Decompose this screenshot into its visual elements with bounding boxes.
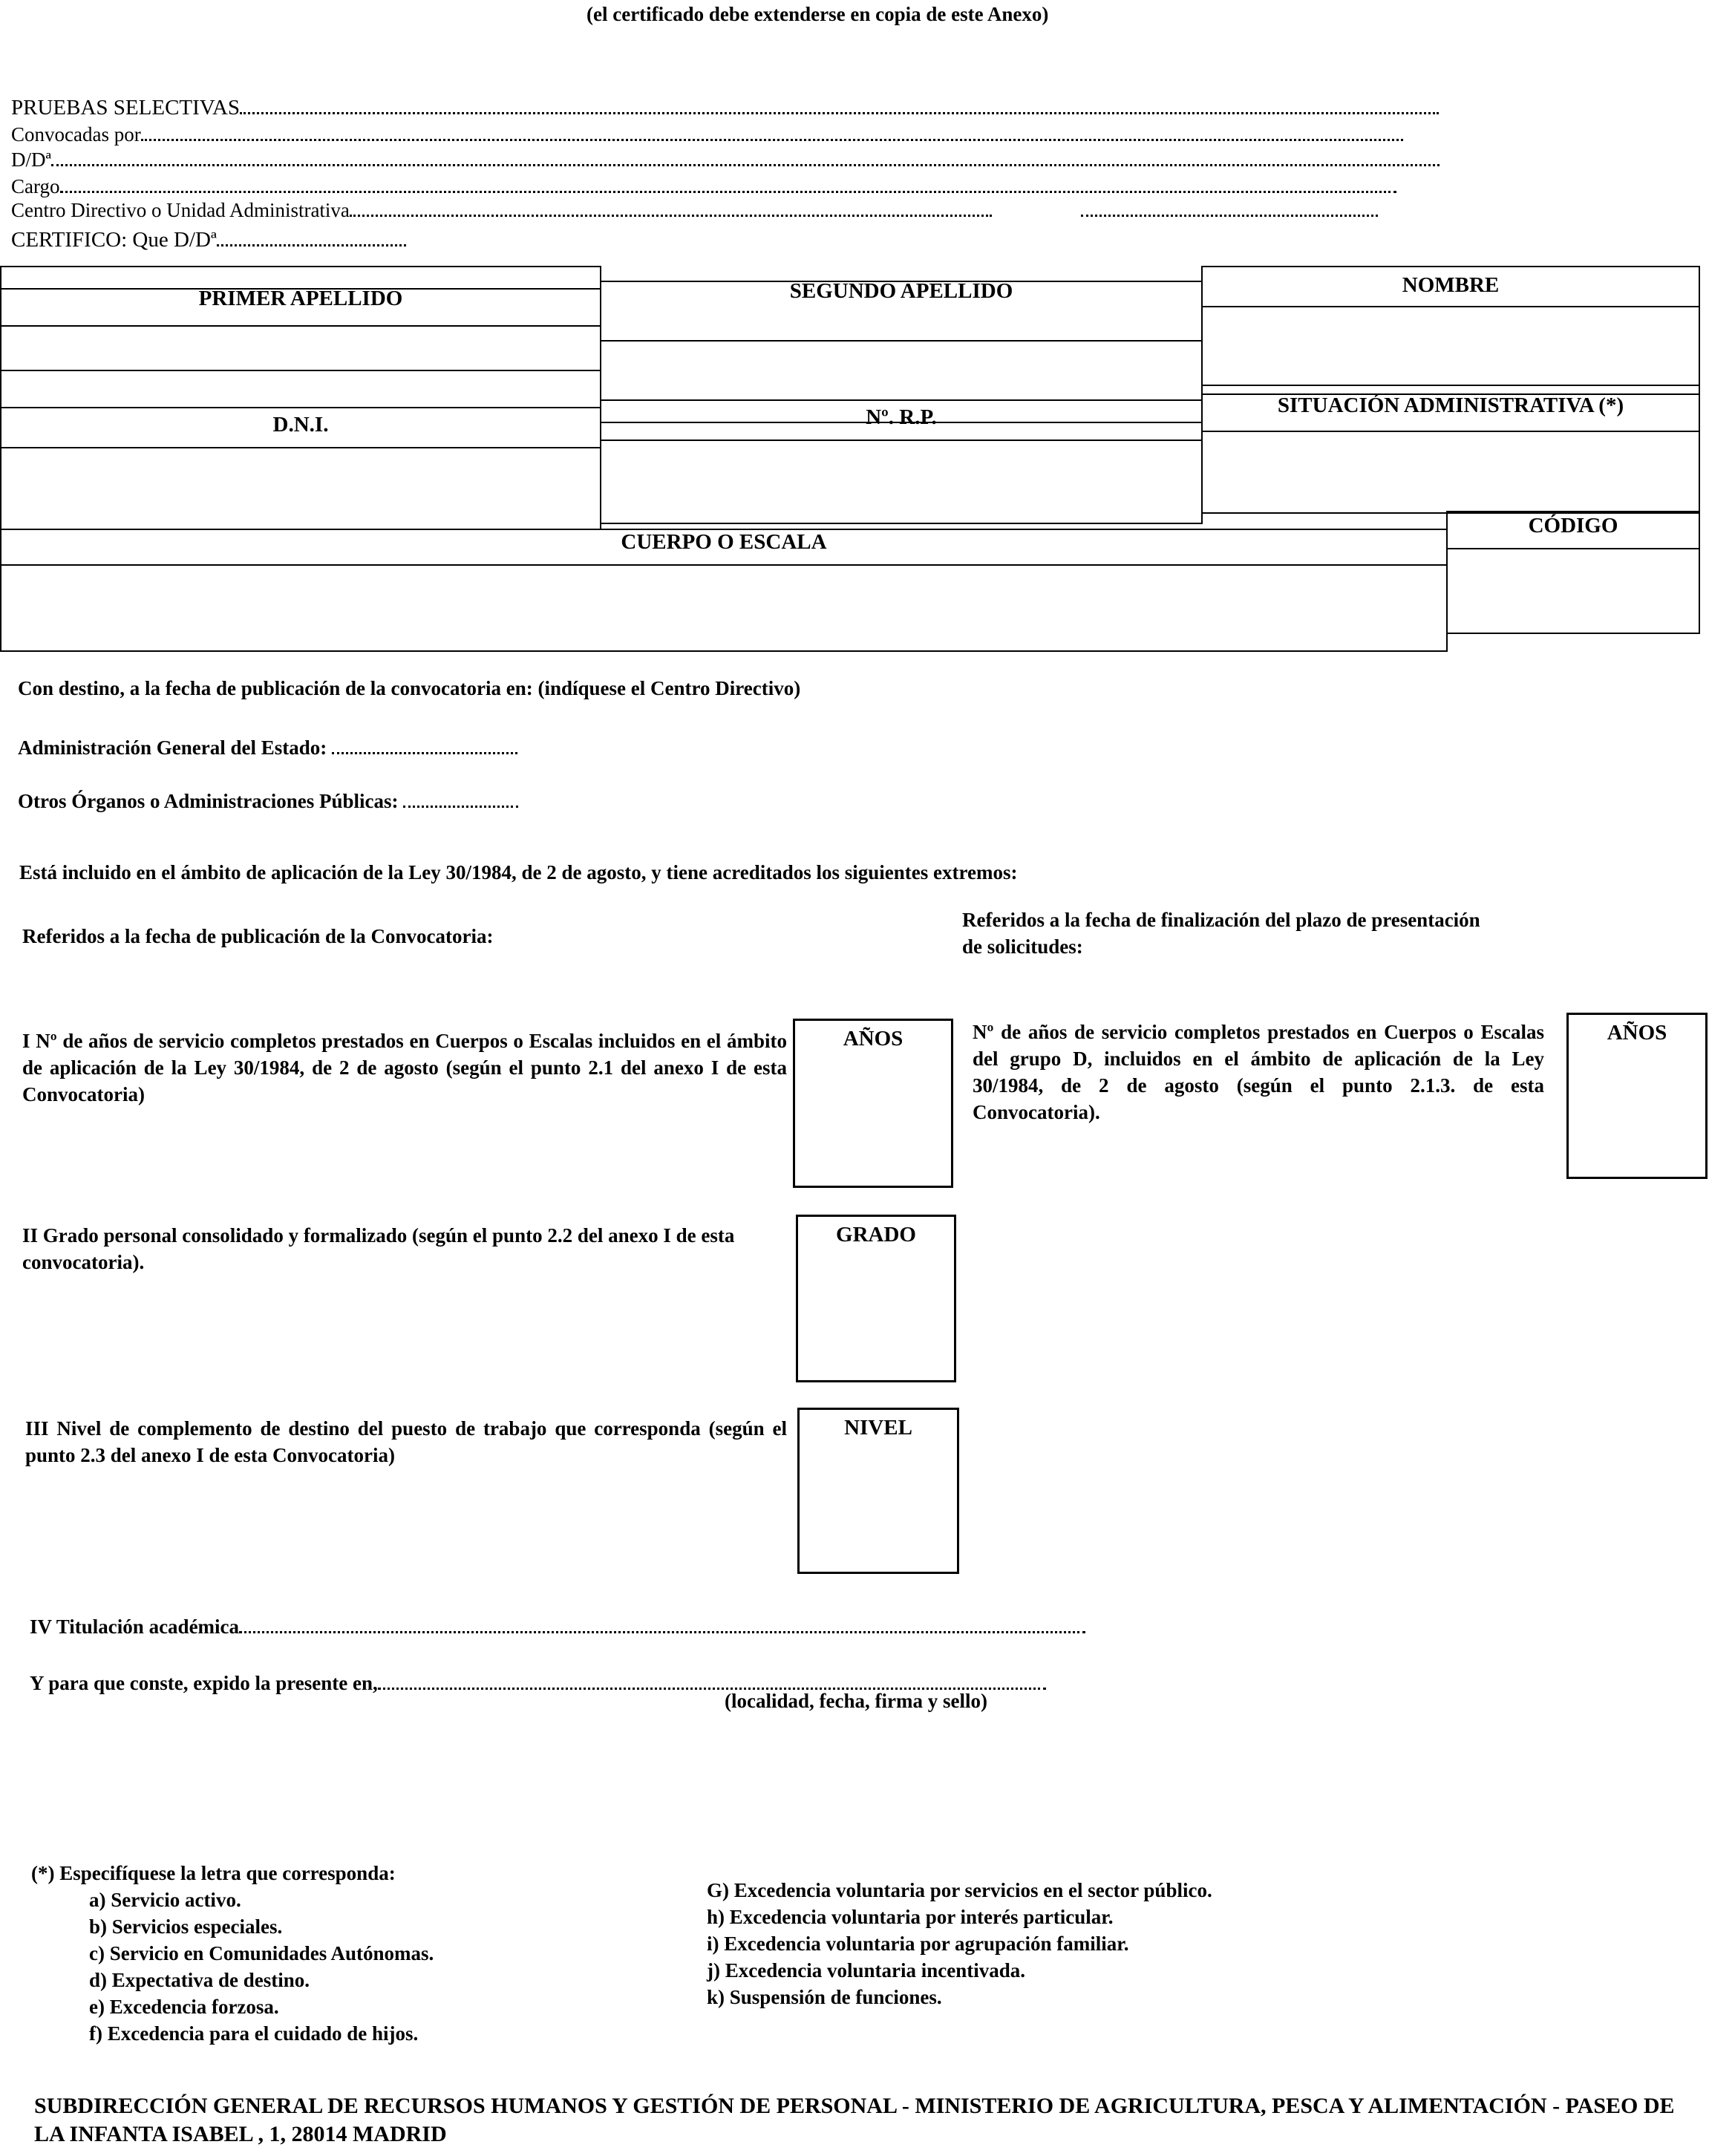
footnote-right-list [707, 1877, 1212, 2010]
field-certifico[interactable] [11, 227, 406, 252]
field-convocadas[interactable] [11, 122, 1403, 147]
header-note: (el certificado debe extenderse en copia de este Anexo) [586, 3, 1049, 25]
cell-dni[interactable] [0, 447, 601, 530]
label-situacion: SITUACIÓN ADMINISTRATIVA (*) [1277, 393, 1624, 417]
item-i-text: I Nº de años de servicio completos prestados en Cuerpos o Escalas incluidos en el ámbito de aplicación de la Ley 30/1984, de 2 de agosto (según el punto 2.1 del anexo I de esta Convocatoria) [22, 1030, 787, 1105]
field-titulacion[interactable] [30, 1614, 1085, 1639]
field-convocadas-label: Convocadas por [11, 123, 141, 146]
label-dni: D.N.I. [272, 413, 329, 437]
field-centro-label: Centro Directivo o Unidad Administrativa [11, 199, 350, 221]
item-iii-box-label: NIVEL [844, 1416, 912, 1440]
field-centro-dots-2 [1081, 200, 1378, 217]
cell-nombre[interactable] [1201, 306, 1700, 395]
item-i-right-box-label: AÑOS [1607, 1021, 1667, 1045]
field-cargo-label: Cargo [11, 175, 60, 197]
item-ii-box[interactable] [796, 1215, 956, 1382]
label-primer-apellido: PRIMER APELLIDO [198, 287, 403, 310]
footnote-right-item: G) Excedencia voluntaria por servicios en el sector público. [707, 1879, 1212, 1901]
label-cuerpo: CUERPO O ESCALA [621, 530, 827, 554]
ambito-right-heading-1: Referidos a la fecha de finalización del plazo de presentación [962, 909, 1480, 931]
firma-caption: (localidad, fecha, firma y sello) [725, 1690, 987, 1712]
cell-cuerpo[interactable] [0, 564, 1448, 652]
item-iii-box[interactable] [797, 1408, 959, 1574]
footnote-right-item: h) Excedencia voluntaria por interés particular. [707, 1906, 1114, 1928]
field-dd-label: D/Dª [11, 148, 51, 171]
ambito-right-heading-2: de solicitudes: [962, 935, 1083, 958]
field-cargo[interactable] [11, 174, 1396, 199]
label-nombre: NOMBRE [1402, 273, 1500, 297]
field-pruebas-label: PRUEBAS SELECTIVAS [11, 96, 241, 120]
field-dd[interactable] [11, 147, 1440, 172]
cell-nrp[interactable] [600, 440, 1203, 524]
field-age[interactable] [18, 735, 517, 760]
field-titulacion-dots [239, 1616, 1085, 1633]
item-i-right-box[interactable] [1566, 1013, 1708, 1179]
item-ii-box-label: GRADO [836, 1223, 916, 1247]
field-cargo-dots [60, 176, 1396, 193]
field-pruebas[interactable] [11, 95, 1439, 120]
label-segundo-apellido: SEGUNDO APELLIDO [789, 279, 1013, 303]
label-nrp: Nº. R.P. [866, 405, 937, 429]
field-dd-dots [51, 149, 1440, 166]
footer-line-2: LA INFANTA ISABEL , 1, 28014 MADRID [34, 2122, 447, 2146]
field-convocadas-dots [141, 124, 1403, 141]
field-certifico-dots [217, 229, 406, 246]
field-age-dots [332, 737, 517, 754]
footnote-left-item: e) Excedencia forzosa. [89, 1996, 279, 2018]
cell-primer-apellido-value[interactable] [0, 325, 601, 408]
field-centro-dots-1 [350, 200, 992, 217]
footnote-left-item: d) Expectativa de destino. [89, 1969, 310, 1991]
cell-codigo[interactable] [1446, 548, 1700, 634]
footnote-left-item: b) Servicios especiales. [89, 1915, 283, 1938]
field-otros-dots [403, 791, 518, 808]
field-expido-dots [378, 1673, 1046, 1690]
ambito-text: Está incluido en el ámbito de aplicación de la Ley 30/1984, de 2 de agosto, y tiene acreditados los siguientes extremos: [19, 861, 1018, 883]
field-pruebas-dots [240, 97, 1439, 114]
footnote-left-item: a) Servicio activo. [89, 1889, 241, 1911]
item-iii-text: III Nivel de complemento de destino del puesto de trabajo que corresponda (según el punto 2.3 del anexo I de esta Convocatoria) [25, 1417, 787, 1466]
field-centro[interactable] [11, 197, 1378, 223]
footnote-right-item: k) Suspensión de funciones. [707, 1986, 942, 2008]
field-otros[interactable] [18, 788, 518, 814]
footnote-right-item: i) Excedencia voluntaria por agrupación familiar. [707, 1933, 1129, 1955]
ambito-left-heading: Referidos a la fecha de publicación de la Convocatoria: [22, 925, 494, 947]
footnote-left-item: f) Excedencia para el cuidado de hijos. [89, 2022, 419, 2045]
item-i-box[interactable] [793, 1019, 953, 1188]
footnote-left-list [89, 1886, 434, 2047]
field-expido-label: Y para que conste, expido la presente en, [30, 1672, 378, 1694]
item-ii-text: II Grado personal consolidado y formalizado (según el punto 2.2 del anexo I de esta convocatoria). [22, 1224, 735, 1273]
footnote-title: (*) Especifíquese la letra que corresponda: [31, 1862, 396, 1884]
field-otros-label: Otros Órganos o Administraciones Públicas: [18, 790, 399, 812]
footnote-left-item: c) Servicio en Comunidades Autónomas. [89, 1942, 434, 1964]
footnote-right-item: j) Excedencia voluntaria incentivada. [707, 1959, 1025, 1982]
item-i-box-label: AÑOS [843, 1027, 903, 1051]
footer-line-1: SUBDIRECCIÓN GENERAL DE RECURSOS HUMANOS Y GESTIÓN DE PERSONAL - MINISTERIO DE AGRICULTURA, PESCA Y ALIMENTACIÓN - PASEO DE [34, 2094, 1675, 2118]
field-certifico-label: CERTIFICO: Que D/Dª [11, 228, 217, 252]
cell-situacion[interactable] [1201, 431, 1700, 514]
destino-intro: Con destino, a la fecha de publicación de la convocatoria en: (indíquese el Centro Directivo) [18, 677, 801, 699]
item-i-right-text: Nº de años de servicio completos prestados en Cuerpos o Escalas del grupo D, incluidos en el ámbito de aplicación de la Ley 30/1984, de 2 de agosto (según el punto 2.1.3. de esta Convocatoria). [973, 1021, 1544, 1123]
label-codigo: CÓDIGO [1528, 514, 1618, 538]
personal-data-table [0, 266, 1700, 652]
field-age-label: Administración General del Estado: [18, 736, 327, 759]
field-titulacion-label: IV Titulación académica [30, 1616, 240, 1638]
